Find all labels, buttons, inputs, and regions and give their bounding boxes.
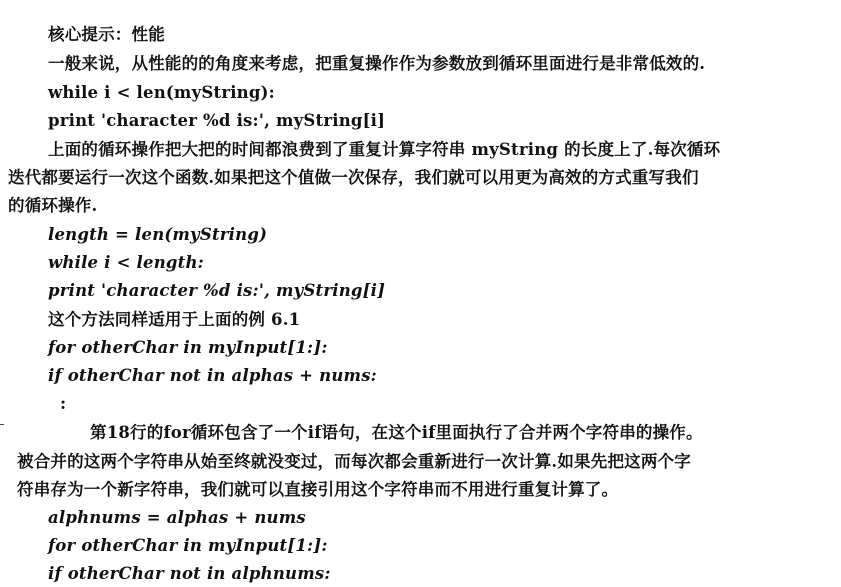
tip-heading: 核心提示：性能	[48, 25, 165, 44]
code-line: if otherChar not in alphnums:	[48, 564, 331, 583]
paragraph-line: 一般来说，从性能的的角度来考虑，把重复操作作为参数放到循环里面进行是非常低效的.	[48, 54, 706, 73]
paragraph-line: 第18行的for循环包含了一个if语句，在这个if里面执行了合并两个字符串的操作。	[90, 423, 703, 442]
paragraph-line: 符串存为一个新字符串，我们就可以直接引用这个字符串而不用进行重复计算了。	[17, 480, 619, 499]
code-line: while i < length:	[48, 253, 204, 272]
paragraph-line: 被合并的这两个字符串从始至终就没变过，而每次都会重新进行一次计算.如果先把这两个字	[17, 452, 691, 471]
code-line: while i < len(myString):	[48, 83, 275, 102]
paragraph-line: 上面的循环操作把大把的时间都浪费到了重复计算字符串 myString 的长度上了.每次循环	[48, 140, 721, 159]
paragraph-line: 迭代都要运行一次这个函数.如果把这个值做一次保存，我们就可以用更为高效的方式重写我们	[8, 168, 699, 187]
code-line: print 'character %d is:', myString[i]	[48, 111, 386, 130]
code-line: print 'character %d is:', myString[i]	[48, 281, 386, 300]
code-line: length = len(myString)	[48, 225, 268, 244]
code-line: for otherChar in myInput[1:]:	[48, 536, 328, 555]
margin-mark	[0, 424, 4, 425]
code-line: if otherChar not in alphas + nums:	[48, 366, 377, 385]
code-line: for otherChar in myInput[1:]:	[48, 338, 328, 357]
code-line: alphnums = alphas + nums	[48, 508, 306, 527]
paragraph-line: 这个方法同样适用于上面的例 6.1	[48, 310, 301, 329]
paragraph-line: 的循环操作.	[8, 196, 98, 215]
ellipsis-line: :	[60, 394, 67, 413]
